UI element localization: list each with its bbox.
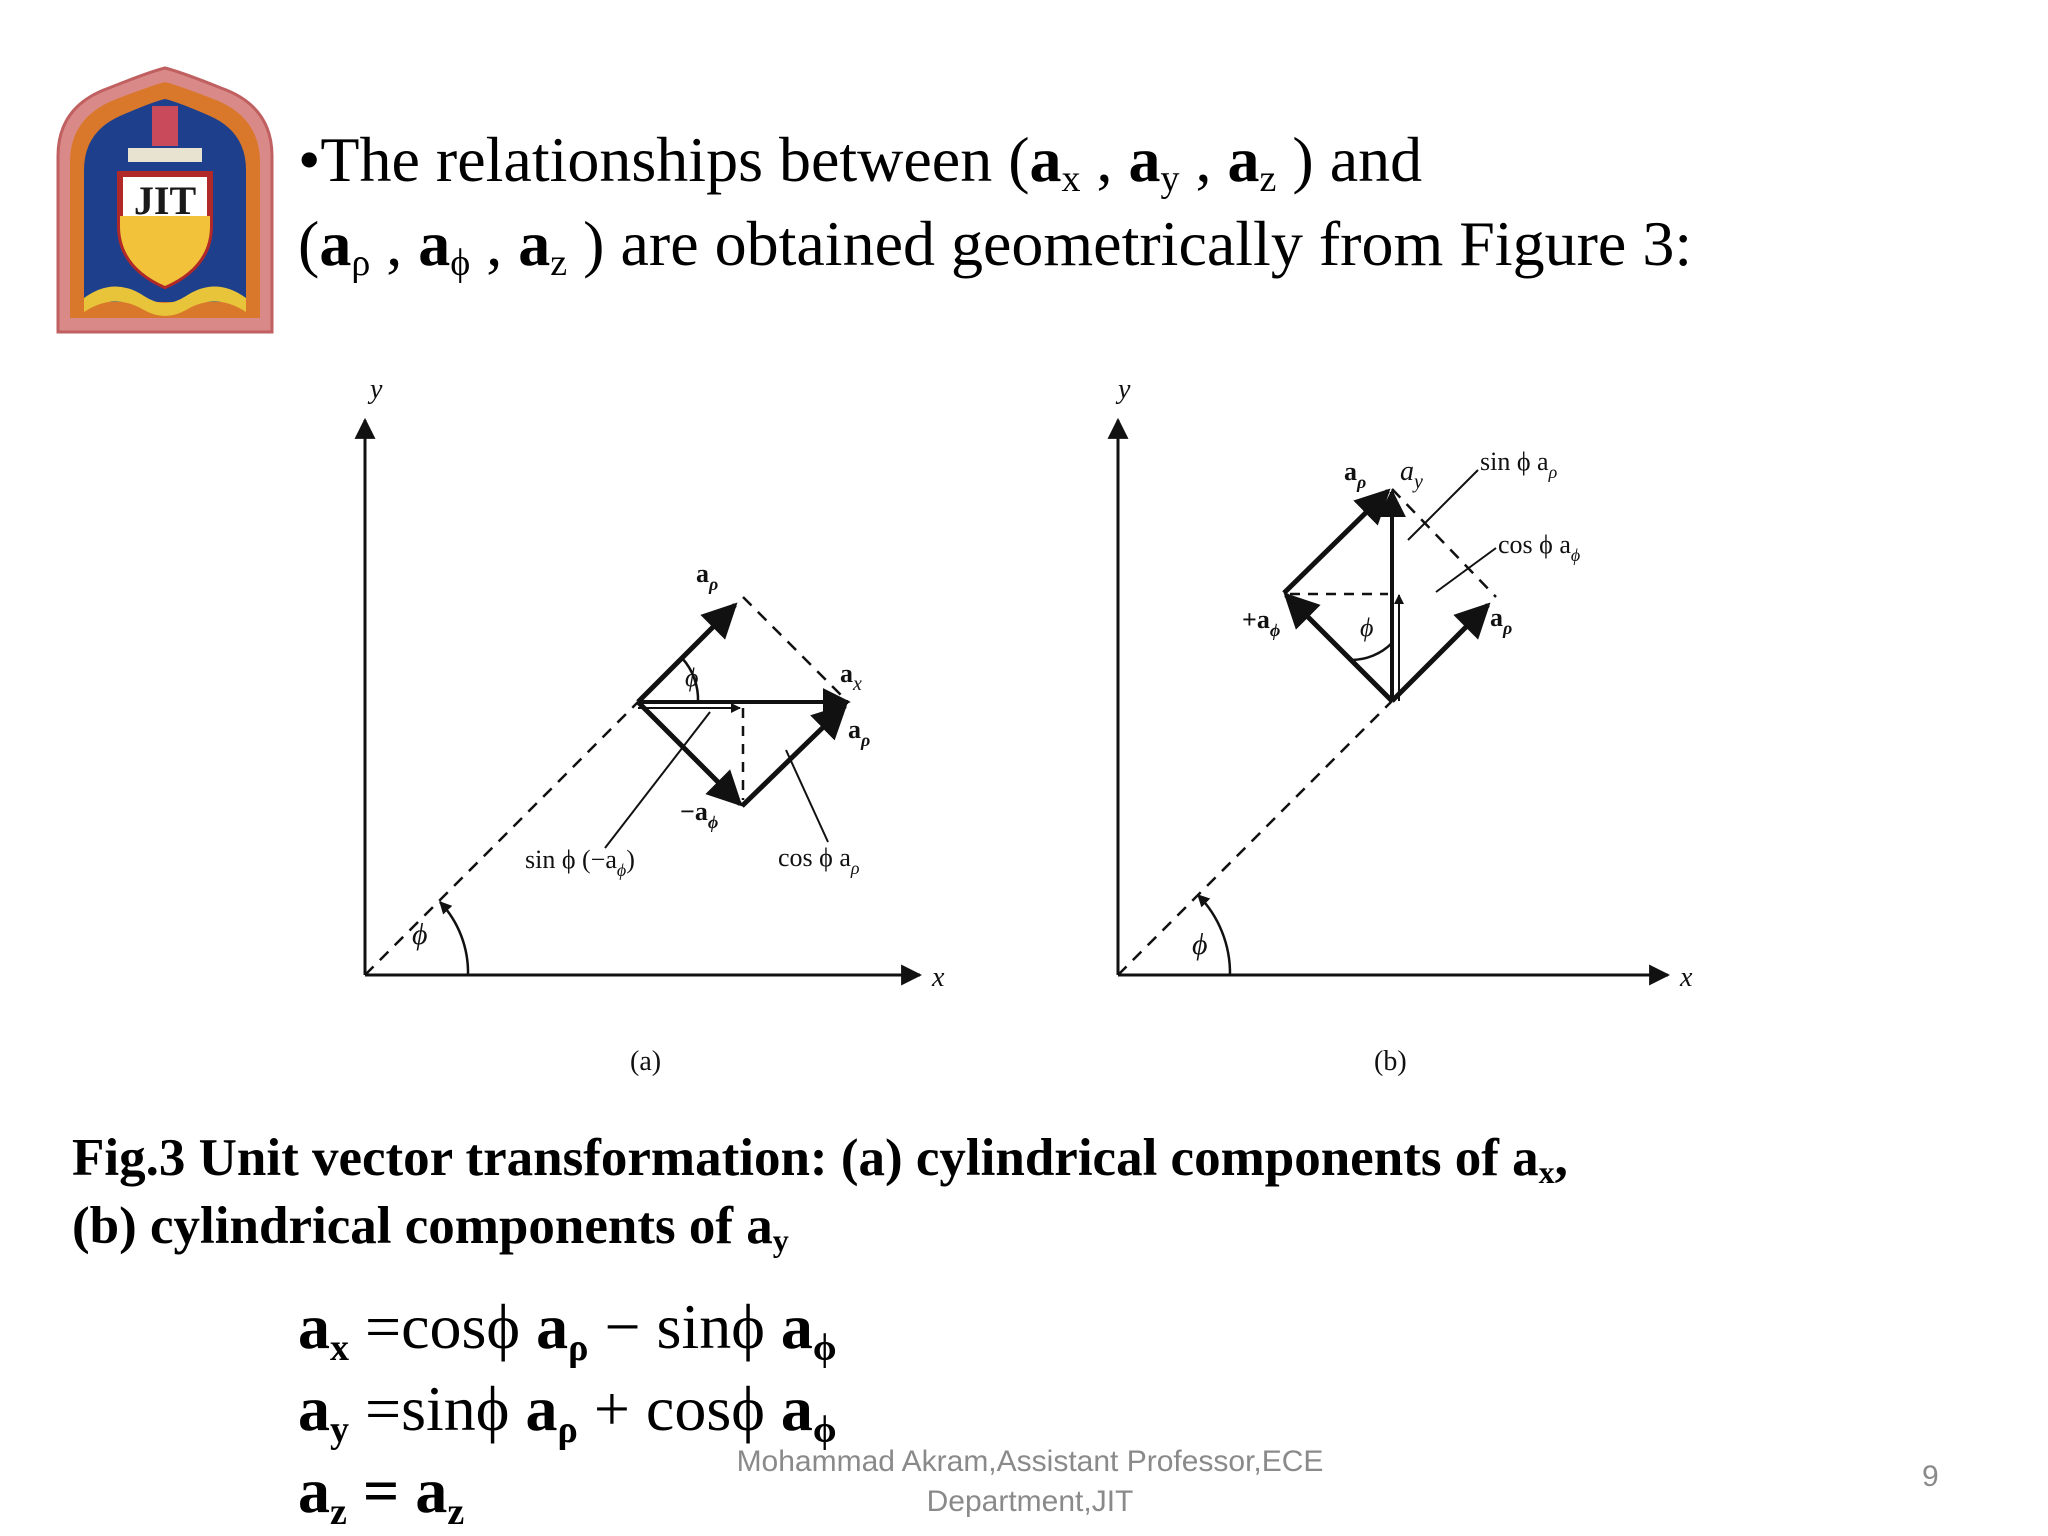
panel-b-cos-label: cos ϕ $a_\phi$ <box>1498 530 1581 565</box>
panel-a-cos-component <box>742 706 845 806</box>
caption-line-1: Fig.3 Unit vector transformation: (a) cylindrical components of $a_x$, <box>72 1129 1568 1190</box>
panel-a-dashed-top <box>743 597 848 702</box>
slide-footer <box>700 1442 1360 1522</box>
panel-b-inner-angle-arc <box>1350 643 1392 660</box>
caption-line-2: (b) cylindrical components of $a_y$ <box>72 1197 789 1258</box>
institute-logo <box>54 66 276 336</box>
panel-b-caption-label: (b) <box>1374 1046 1407 1077</box>
panel-b-a-y-label: $a_y$ <box>1400 456 1423 493</box>
panel-a-x-label: x <box>932 962 945 993</box>
panel-a-cos-label: cos ϕ $a_\rho$ <box>778 843 860 878</box>
panel-b-a-rho-right-label: $a_\rho$ <box>1490 603 1513 638</box>
title-line-2: ($a_\rho$ , $a_\phi$ , $a_z$ ) are obtained geometrically from Figure 3: <box>298 208 1693 284</box>
page-number: 9 <box>1922 1460 1939 1493</box>
panel-a-inner-angle-label: ϕ <box>685 663 699 692</box>
panel-b-x-label: x <box>1680 962 1693 993</box>
panel-a-sin-leader <box>605 712 710 848</box>
panel-a-a-rho-right-label: $a_\rho$ <box>848 715 871 750</box>
panel-a-neg-a-phi-label: $-a_\phi$ <box>680 797 719 832</box>
panel-a-y-label: y <box>370 374 383 405</box>
panel-a-neg-a-phi-vector <box>638 702 740 804</box>
equation-ay: $a_y =\sin\phi$ $a_\rho + \cos\phi$ $a_\phi$ <box>298 1373 837 1451</box>
equation-ax: $a_x =\cos\phi$ $a_\rho - \sin\phi$ $a_\phi$ <box>298 1291 837 1369</box>
panel-a-a-rho-top-label: $a_\rho$ <box>696 559 719 594</box>
panel-a-angle-arc <box>440 902 468 975</box>
panel-a-radial-dashed-line <box>365 702 638 975</box>
panel-b-y-label: y <box>1118 374 1131 405</box>
panel-b-a-rho-vector <box>1392 605 1488 701</box>
panel-b <box>1115 374 1693 1077</box>
panel-a-angle-label: ϕ <box>412 918 428 951</box>
panel-a <box>365 374 945 1077</box>
figure-caption <box>72 1124 1568 1260</box>
panel-b-plus-a-phi-vector <box>1286 595 1392 701</box>
panel-a-caption-label: (a) <box>630 1046 662 1077</box>
panel-a-cos-leader <box>786 750 828 842</box>
slide-title <box>298 118 1692 286</box>
panel-b-sin-component <box>1284 491 1388 593</box>
footer-line-2: Department,JIT <box>926 1485 1134 1518</box>
panel-b-angle-label: ϕ <box>1192 928 1208 961</box>
footer-line-1: Mohammad Akram,Assistant Professor,ECE <box>736 1445 1324 1478</box>
panel-b-a-rho-top-label: $a_\rho$ <box>1344 457 1367 492</box>
panel-b-inner-angle-label: ϕ <box>1360 613 1374 642</box>
panel-b-plus-a-phi-label: $+a_\phi$ <box>1242 605 1281 640</box>
panel-b-cos-leader <box>1436 548 1496 592</box>
panel-b-radial-dashed-line <box>1118 701 1392 975</box>
panel-a-a-x-label: $a_x$ <box>840 659 862 695</box>
equation-az: $a_z = a_z$ <box>298 1455 465 1533</box>
unit-vector-figure <box>340 370 1720 1100</box>
panel-b-sin-label: sin ϕ $a_\rho$ <box>1480 447 1558 482</box>
panel-a-sin-label: sin ϕ $(-a_\phi)$ <box>525 845 635 880</box>
svg-text:JIT: JIT <box>133 178 197 223</box>
title-line-1: •The relationships between ($a_x$ , $a_y$ , $a_z$ ) and <box>298 124 1423 200</box>
